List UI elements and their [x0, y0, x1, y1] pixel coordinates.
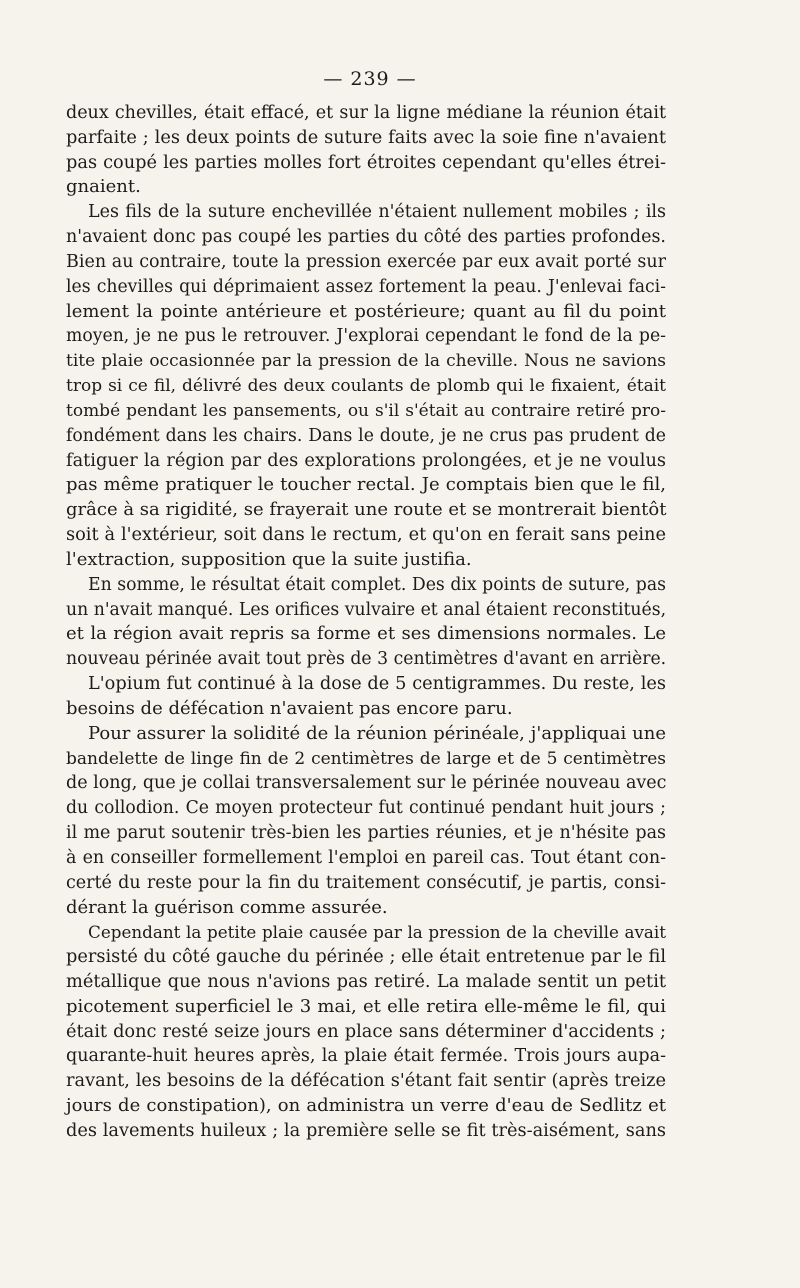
text-line: soit à l'extérieur, soit dans le rectum, et qu'on en ferait sans peine	[66, 525, 666, 546]
text-line: quarante-huit heures après, la plaie était fermée. Trois jours aupa-	[66, 1046, 666, 1067]
text-line: Pour assurer la solidité de la réunion périnéale, j'appliquai une	[88, 722, 666, 744]
text-line: Bien au contraire, toute la pression exercée par eux avait porté sur	[66, 251, 666, 272]
text-line: à en conseiller formellement l'emploi en pareil cas. Tout étant con-	[66, 847, 666, 868]
text-line: parfaite ; les deux points de suture faits avec la soie fine n'avaient	[66, 127, 666, 148]
text-line: persisté du côté gauche du périnée ; elle était entretenue par le fil	[66, 947, 666, 968]
text-line: jours de constipation), on administra un verre d'eau de Sedlitz et	[66, 1095, 666, 1117]
text-line: dérant la guérison comme assurée.	[66, 896, 388, 918]
text-line: pas coupé les parties molles fort étroites cependant qu'elles étrei-	[66, 152, 666, 173]
text-line: et la région avait repris sa forme et ses dimensions normales. Le	[66, 623, 666, 645]
text-line: tombé pendant les pansements, ou s'il s'était au contraire retiré pro-	[66, 400, 666, 421]
text-line: était donc resté seize jours en place sans déterminer d'accidents ;	[66, 1021, 666, 1042]
text-line: deux chevilles, était effacé, et sur la ligne médiane la réunion était	[66, 103, 666, 123]
text-line: grâce à sa rigidité, se frayerait une route et se montrerait bientôt	[66, 499, 667, 521]
text-line: besoins de défécation n'avaient pas encore paru.	[66, 697, 513, 719]
text-line: ravant, les besoins de la défécation s'étant fait sentir (après treize	[66, 1071, 666, 1092]
text-line: trop si ce fil, délivré des deux coulants de plomb qui le fixaient, était	[66, 376, 666, 397]
text-line: les chevilles qui déprimaient assez fortement la peau. J'enlevai faci-	[66, 276, 666, 297]
text-line: L'opium fut continué à la dose de 5 centigrammes. Du reste, les	[88, 674, 666, 695]
text-line: du collodion. Ce moyen protecteur fut continué pendant huit jours ;	[66, 798, 666, 819]
text-line: pas même pratiquer le toucher rectal. Je comptais bien que le fil,	[66, 474, 666, 496]
text-line: un n'avait manqué. Les orifices vulvaire et anal étaient reconstitués,	[66, 599, 667, 620]
text-line: il me parut soutenir très-bien les parties réunies, et je n'hésite pas	[66, 823, 666, 844]
text-line: bandelette de linge fin de 2 centimètres de large et de 5 centimètres	[66, 748, 666, 769]
text-line: fatiguer la région par des explorations prolongées, et je ne voulus	[66, 450, 666, 471]
page-number: — 239 —	[323, 68, 417, 90]
text-line: nouveau périnée avait tout près de 3 centimètres d'avant en arrière.	[66, 649, 667, 670]
text-line: gnaient.	[66, 176, 141, 198]
text-line: picotement superficiel le 3 mai, et elle retira elle-même le fil, qui	[66, 995, 666, 1017]
text-line: En somme, le résultat était complet. Des dix points de suture, pas	[88, 574, 666, 595]
text-line: moyen, je ne pus le retrouver. J'explorai cependant le fond de la pe-	[66, 326, 666, 347]
text-line: Les fils de la suture enchevillée n'étaient nullement mobiles ; ils	[88, 202, 666, 223]
text-line: de long, que je collai transversalement sur le périnée nouveau avec	[66, 773, 667, 794]
body-text	[66, 101, 666, 1144]
text-line: tite plaie occasionnée par la pression de la cheville. Nous ne savions	[66, 351, 666, 372]
text-line: lement la pointe antérieure et postérieure; quant au fil du point	[66, 300, 666, 322]
text-line: Cependant la petite plaie causée par la pression de la cheville avait	[88, 922, 666, 943]
text-line: fondément dans les chairs. Dans le doute, je ne crus pas prudent de	[66, 425, 666, 446]
text-line: l'extraction, supposition que la suite justifia.	[66, 548, 472, 570]
text-line: des lavements huileux ; la première selle se fit très-aisément, sans	[66, 1120, 666, 1141]
text-line: certé du reste pour la fin du traitement consécutif, je partis, consi-	[66, 872, 666, 893]
text-line: n'avaient donc pas coupé les parties du côté des parties profondes.	[66, 227, 666, 248]
text-line: métallique que nous n'avions pas retiré. La malade sentit un petit	[66, 971, 666, 992]
